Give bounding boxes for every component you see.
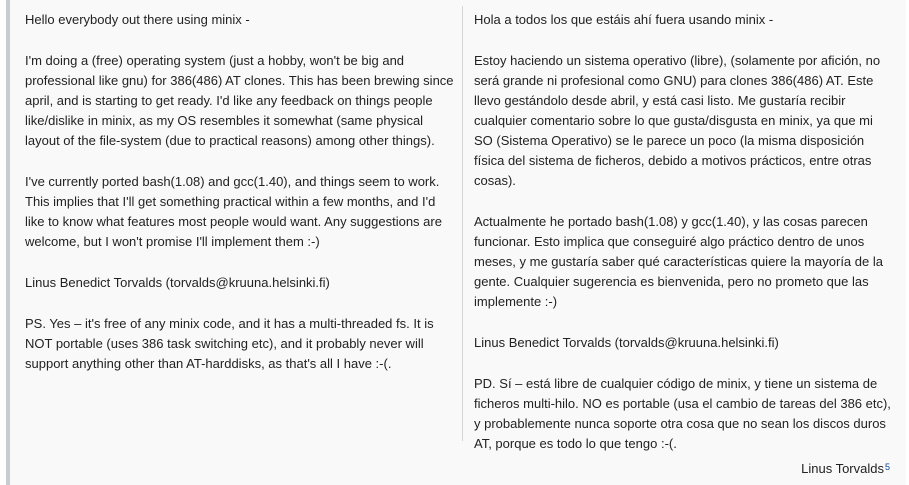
spanish-signature: Linus Benedict Torvalds (torvalds@kruuna.helsinki.fi) bbox=[474, 335, 779, 350]
attribution-author: Linus Torvalds bbox=[801, 461, 884, 476]
spanish-greeting: Hola a todos los que estáis ahí fuera usando minix - bbox=[474, 12, 774, 27]
english-paragraph-1: I'm doing a (free) operating system (just a hobby, won't be big and professional like gnu) for 386(486) AT clones. This has been brewing since april, and is starting to get ready. I'd like any feedback on things people like/dislike in minix, as my OS resembles it somewhat (same physical layout of the file-system (due to practical reasons) among other things). bbox=[25, 53, 454, 148]
spanish-paragraph-1: Estoy haciendo un sistema operativo (libre), (solamente por afición, no será grande ni profesional como GNU) para clones 386(486) AT. Este llevo gestándolo desde abril, y está casi listo. Me gustaría recibir cualquier comentario sobre lo que gusta/disgusta en minix, ya que mi SO (Sistema Operativo) se le parece un poco (la misma disposición física del sistema de ficheros, debido a motivos prácticos, entre otras cosas). bbox=[474, 53, 881, 188]
column-divider bbox=[462, 6, 463, 441]
footnote-reference-link[interactable]: 5 bbox=[884, 462, 890, 472]
english-column bbox=[25, 10, 455, 395]
english-greeting: Hello everybody out there using minix - bbox=[25, 12, 250, 27]
english-paragraph-2: I've currently ported bash(1.08) and gcc(1.40), and things seem to work. This implies that I'll get something practical within a few months, and I'd like to know what features most people would want. Any suggestions are welcome, but I won't promise I'll implement them :-) bbox=[25, 174, 442, 249]
quote-attribution bbox=[801, 459, 890, 479]
spanish-column bbox=[474, 10, 894, 475]
spanish-paragraph-2: Actualmente he portado bash(1.08) y gcc(1.40), y las cosas parecen funcionar. Esto implica que conseguiré algo práctico dentro de unos meses, y me gustaría saber qué características quiere la mayoría de la gente. Cualquier sugerencia es bienvenida, pero no prometo que las implemente :-) bbox=[474, 214, 883, 309]
quote-box bbox=[6, 0, 906, 485]
spanish-postscript: PD. Sí – está libre de cualquier código de minix, y tiene un sistema de ficheros multi-hilo. NO es portable (usa el cambio de tareas del 386 etc), y probablemente nunca soporte otra cosa que no sean los discos duros AT, porque es todo lo que tengo :-(. bbox=[474, 376, 891, 451]
english-signature: Linus Benedict Torvalds (torvalds@kruuna.helsinki.fi) bbox=[25, 275, 330, 290]
english-postscript: PS. Yes – it's free of any minix code, and it has a multi-threaded fs. It is NOT portable (uses 386 task switching etc), and it probably never will support anything other than AT-harddisks, as that's all I have :-(. bbox=[25, 316, 434, 371]
